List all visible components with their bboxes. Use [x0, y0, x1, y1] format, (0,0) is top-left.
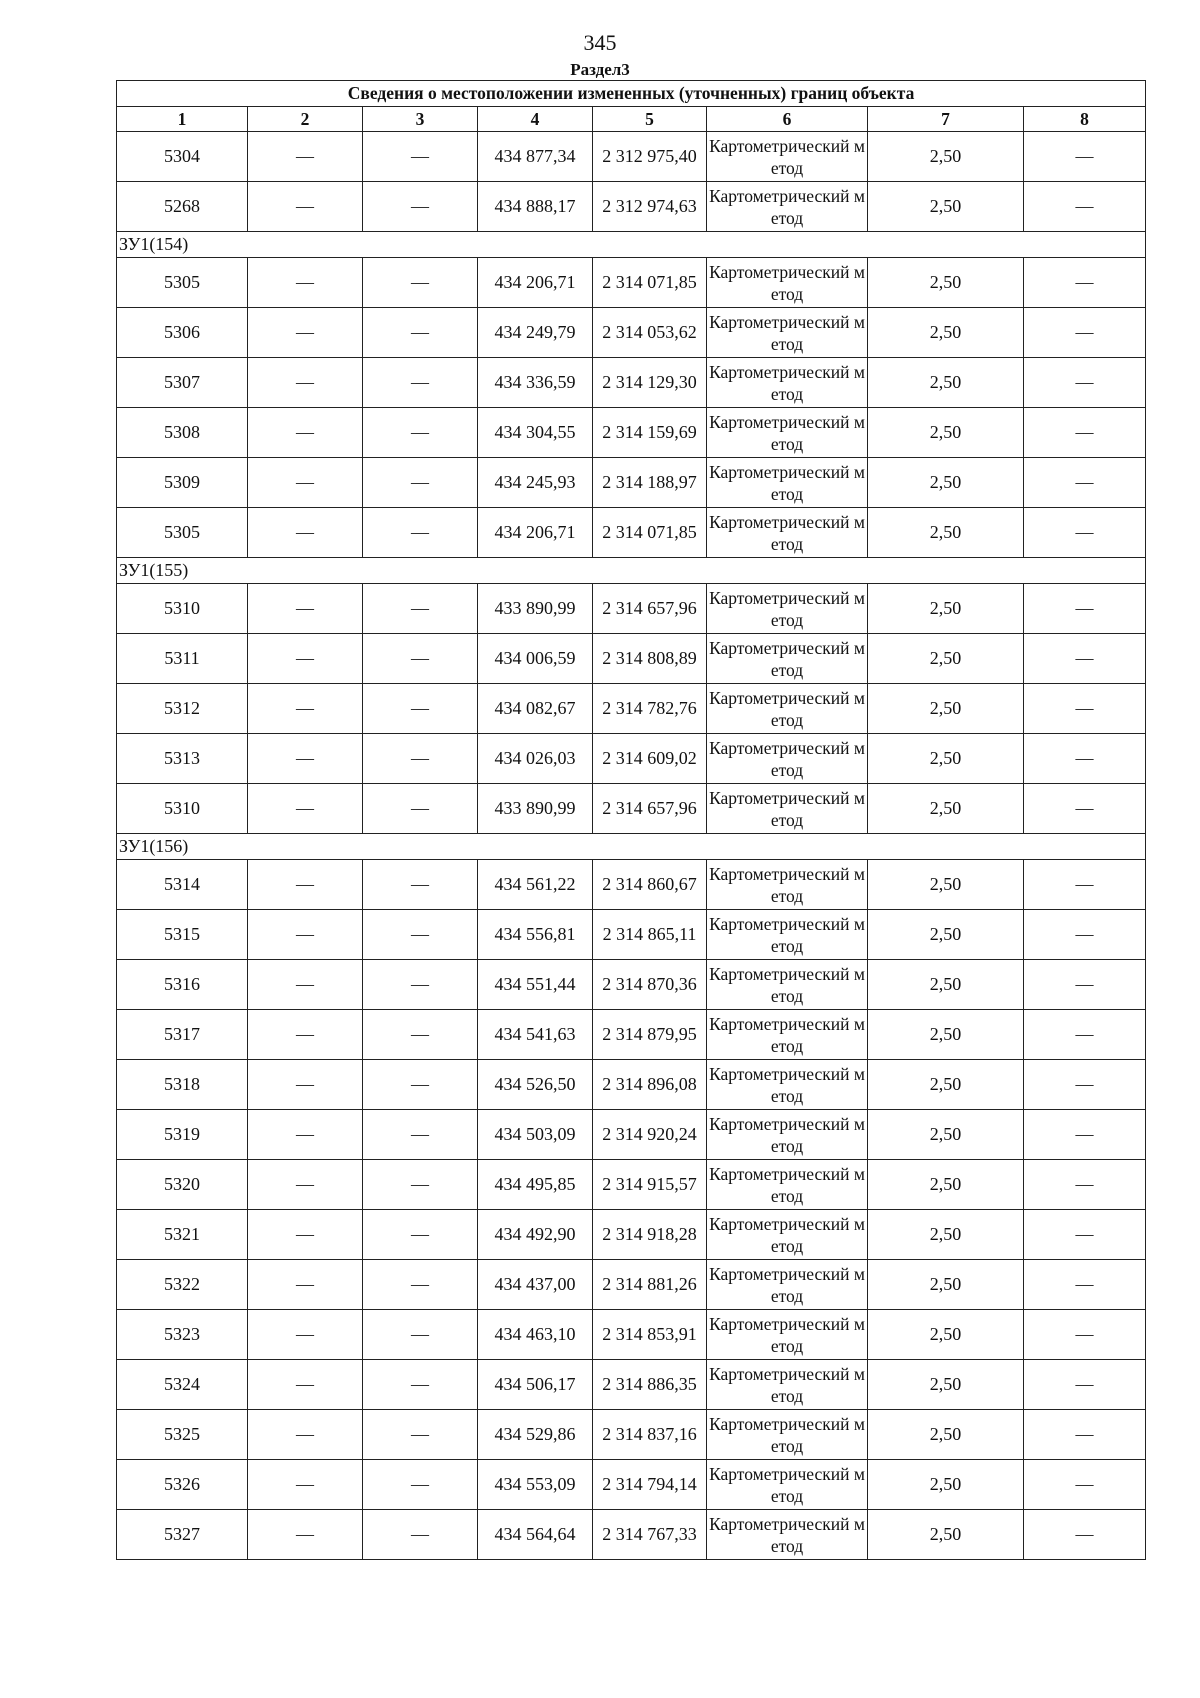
table-row — [117, 1410, 1146, 1460]
table-row — [117, 584, 1146, 634]
empty-cell: — — [1024, 860, 1146, 910]
accuracy-cell: 2,50 — [868, 1510, 1024, 1560]
empty-cell: — — [248, 1260, 363, 1310]
empty-cell: — — [1024, 634, 1146, 684]
empty-cell: — — [363, 508, 478, 558]
empty-cell: — — [248, 458, 363, 508]
empty-cell: — — [248, 684, 363, 734]
empty-cell: — — [1024, 308, 1146, 358]
accuracy-cell: 2,50 — [868, 358, 1024, 408]
x-coordinate-cell: 434 437,00 — [478, 1260, 593, 1310]
parcel-group-row — [117, 558, 1146, 584]
y-coordinate-cell: 2 314 865,11 — [593, 910, 707, 960]
point-number-cell: 5322 — [117, 1260, 248, 1310]
accuracy-cell: 2,50 — [868, 1410, 1024, 1460]
empty-cell: — — [363, 132, 478, 182]
empty-cell: — — [363, 684, 478, 734]
table-row — [117, 1210, 1146, 1260]
x-coordinate-cell: 434 495,85 — [478, 1160, 593, 1210]
accuracy-cell: 2,50 — [868, 458, 1024, 508]
x-coordinate-cell: 434 888,17 — [478, 182, 593, 232]
empty-cell: — — [363, 860, 478, 910]
empty-cell: — — [248, 1160, 363, 1210]
table-row — [117, 1510, 1146, 1560]
y-coordinate-cell: 2 314 657,96 — [593, 784, 707, 834]
point-number-cell: 5310 — [117, 784, 248, 834]
y-coordinate-cell: 2 314 879,95 — [593, 1010, 707, 1060]
table-row — [117, 1060, 1146, 1110]
x-coordinate-cell: 434 082,67 — [478, 684, 593, 734]
accuracy-cell: 2,50 — [868, 860, 1024, 910]
empty-cell: — — [248, 132, 363, 182]
point-number-cell: 5316 — [117, 960, 248, 1010]
point-number-cell: 5327 — [117, 1510, 248, 1560]
point-number-cell: 5325 — [117, 1410, 248, 1460]
accuracy-cell: 2,50 — [868, 634, 1024, 684]
column-header: 3 — [363, 107, 478, 132]
empty-cell: — — [363, 308, 478, 358]
method-cell: Картометрический метод — [707, 508, 868, 558]
method-cell: Картометрический метод — [707, 734, 868, 784]
y-coordinate-cell: 2 314 188,97 — [593, 458, 707, 508]
table-row — [117, 308, 1146, 358]
table-row — [117, 358, 1146, 408]
x-coordinate-cell: 434 463,10 — [478, 1310, 593, 1360]
empty-cell: — — [1024, 1360, 1146, 1410]
x-coordinate-cell: 434 551,44 — [478, 960, 593, 1010]
point-number-cell: 5324 — [117, 1360, 248, 1410]
method-cell: Картометрический метод — [707, 684, 868, 734]
table-row — [117, 1360, 1146, 1410]
y-coordinate-cell: 2 312 974,63 — [593, 182, 707, 232]
point-number-cell: 5310 — [117, 584, 248, 634]
empty-cell: — — [363, 1310, 478, 1360]
empty-cell: — — [248, 910, 363, 960]
empty-cell: — — [248, 508, 363, 558]
table-row — [117, 1460, 1146, 1510]
empty-cell: — — [1024, 1160, 1146, 1210]
point-number-cell: 5321 — [117, 1210, 248, 1260]
method-cell: Картометрический метод — [707, 1410, 868, 1460]
empty-cell: — — [363, 1110, 478, 1160]
x-coordinate-cell: 434 506,17 — [478, 1360, 593, 1410]
point-number-cell: 5308 — [117, 408, 248, 458]
empty-cell: — — [1024, 1460, 1146, 1510]
x-coordinate-cell: 434 206,71 — [478, 508, 593, 558]
method-cell: Картометрический метод — [707, 784, 868, 834]
y-coordinate-cell: 2 314 920,24 — [593, 1110, 707, 1160]
empty-cell: — — [248, 258, 363, 308]
empty-cell: — — [1024, 1060, 1146, 1110]
accuracy-cell: 2,50 — [868, 734, 1024, 784]
y-coordinate-cell: 2 314 915,57 — [593, 1160, 707, 1210]
y-coordinate-cell: 2 314 657,96 — [593, 584, 707, 634]
parcel-group-row — [117, 834, 1146, 860]
table-row — [117, 960, 1146, 1010]
empty-cell: — — [248, 1360, 363, 1410]
method-cell: Картометрический метод — [707, 1260, 868, 1310]
point-number-cell: 5326 — [117, 1460, 248, 1510]
x-coordinate-cell: 434 026,03 — [478, 734, 593, 784]
empty-cell: — — [363, 1410, 478, 1460]
y-coordinate-cell: 2 314 129,30 — [593, 358, 707, 408]
accuracy-cell: 2,50 — [868, 1110, 1024, 1160]
empty-cell: — — [1024, 1510, 1146, 1560]
accuracy-cell: 2,50 — [868, 584, 1024, 634]
x-coordinate-cell: 434 503,09 — [478, 1110, 593, 1160]
x-coordinate-cell: 434 529,86 — [478, 1410, 593, 1460]
empty-cell: — — [1024, 584, 1146, 634]
empty-cell: — — [248, 1110, 363, 1160]
empty-cell: — — [1024, 1110, 1146, 1160]
y-coordinate-cell: 2 314 918,28 — [593, 1210, 707, 1260]
empty-cell: — — [363, 1260, 478, 1310]
boundary-coordinates-table — [116, 80, 1146, 1560]
x-coordinate-cell: 433 890,99 — [478, 584, 593, 634]
empty-cell: — — [248, 1010, 363, 1060]
column-header: 4 — [478, 107, 593, 132]
accuracy-cell: 2,50 — [868, 784, 1024, 834]
empty-cell: — — [1024, 182, 1146, 232]
point-number-cell: 5320 — [117, 1160, 248, 1210]
y-coordinate-cell: 2 314 853,91 — [593, 1310, 707, 1360]
table-row — [117, 784, 1146, 834]
x-coordinate-cell: 434 304,55 — [478, 408, 593, 458]
parcel-group-label: ЗУ1(154) — [117, 232, 1146, 258]
method-cell: Картометрический метод — [707, 634, 868, 684]
column-header: 8 — [1024, 107, 1146, 132]
y-coordinate-cell: 2 314 808,89 — [593, 634, 707, 684]
empty-cell: — — [1024, 508, 1146, 558]
empty-cell: — — [248, 308, 363, 358]
table-row — [117, 910, 1146, 960]
table-row — [117, 634, 1146, 684]
empty-cell: — — [248, 182, 363, 232]
method-cell: Картометрический метод — [707, 1210, 868, 1260]
table-row — [117, 860, 1146, 910]
empty-cell: — — [248, 634, 363, 684]
y-coordinate-cell: 2 314 159,69 — [593, 408, 707, 458]
table-caption: Сведения о местоположении измененных (уточненных) границ объекта — [117, 81, 1146, 107]
x-coordinate-cell: 434 564,64 — [478, 1510, 593, 1560]
empty-cell: — — [248, 1510, 363, 1560]
table-row — [117, 684, 1146, 734]
accuracy-cell: 2,50 — [868, 1010, 1024, 1060]
empty-cell: — — [363, 1060, 478, 1110]
y-coordinate-cell: 2 314 609,02 — [593, 734, 707, 784]
x-coordinate-cell: 434 249,79 — [478, 308, 593, 358]
y-coordinate-cell: 2 314 794,14 — [593, 1460, 707, 1510]
empty-cell: — — [248, 1310, 363, 1360]
method-cell: Картометрический метод — [707, 182, 868, 232]
empty-cell: — — [1024, 684, 1146, 734]
table-row — [117, 734, 1146, 784]
column-header-row — [117, 107, 1146, 132]
accuracy-cell: 2,50 — [868, 1360, 1024, 1410]
parcel-group-label: ЗУ1(156) — [117, 834, 1146, 860]
table-body — [117, 132, 1146, 1560]
table-row — [117, 258, 1146, 308]
empty-cell: — — [1024, 734, 1146, 784]
y-coordinate-cell: 2 314 881,26 — [593, 1260, 707, 1310]
point-number-cell: 5323 — [117, 1310, 248, 1360]
empty-cell: — — [363, 182, 478, 232]
method-cell: Картометрический метод — [707, 1360, 868, 1410]
empty-cell: — — [363, 1010, 478, 1060]
accuracy-cell: 2,50 — [868, 508, 1024, 558]
x-coordinate-cell: 434 492,90 — [478, 1210, 593, 1260]
method-cell: Картометрический метод — [707, 132, 868, 182]
accuracy-cell: 2,50 — [868, 1160, 1024, 1210]
empty-cell: — — [248, 584, 363, 634]
x-coordinate-cell: 434 541,63 — [478, 1010, 593, 1060]
point-number-cell: 5311 — [117, 634, 248, 684]
empty-cell: — — [363, 784, 478, 834]
empty-cell: — — [248, 960, 363, 1010]
empty-cell: — — [363, 1510, 478, 1560]
x-coordinate-cell: 434 206,71 — [478, 258, 593, 308]
empty-cell: — — [363, 634, 478, 684]
method-cell: Картометрический метод — [707, 1310, 868, 1360]
method-cell: Картометрический метод — [707, 358, 868, 408]
y-coordinate-cell: 2 314 053,62 — [593, 308, 707, 358]
table-row — [117, 1110, 1146, 1160]
method-cell: Картометрический метод — [707, 408, 868, 458]
table-caption-row — [117, 81, 1146, 107]
point-number-cell: 5268 — [117, 182, 248, 232]
empty-cell: — — [1024, 960, 1146, 1010]
empty-cell: — — [363, 1460, 478, 1510]
method-cell: Картометрический метод — [707, 1510, 868, 1560]
empty-cell: — — [1024, 784, 1146, 834]
y-coordinate-cell: 2 314 782,76 — [593, 684, 707, 734]
empty-cell: — — [363, 734, 478, 784]
table-row — [117, 182, 1146, 232]
empty-cell: — — [363, 1160, 478, 1210]
empty-cell: — — [248, 1410, 363, 1460]
accuracy-cell: 2,50 — [868, 308, 1024, 358]
accuracy-cell: 2,50 — [868, 132, 1024, 182]
table-row — [117, 1260, 1146, 1310]
empty-cell: — — [248, 860, 363, 910]
empty-cell: — — [363, 358, 478, 408]
method-cell: Картометрический метод — [707, 860, 868, 910]
point-number-cell: 5317 — [117, 1010, 248, 1060]
y-coordinate-cell: 2 312 975,40 — [593, 132, 707, 182]
method-cell: Картометрический метод — [707, 1460, 868, 1510]
y-coordinate-cell: 2 314 886,35 — [593, 1360, 707, 1410]
table-row — [117, 458, 1146, 508]
empty-cell: — — [363, 408, 478, 458]
parcel-group-label: ЗУ1(155) — [117, 558, 1146, 584]
table-row — [117, 1010, 1146, 1060]
accuracy-cell: 2,50 — [868, 1060, 1024, 1110]
point-number-cell: 5306 — [117, 308, 248, 358]
y-coordinate-cell: 2 314 071,85 — [593, 258, 707, 308]
accuracy-cell: 2,50 — [868, 182, 1024, 232]
point-number-cell: 5304 — [117, 132, 248, 182]
point-number-cell: 5319 — [117, 1110, 248, 1160]
method-cell: Картометрический метод — [707, 308, 868, 358]
empty-cell: — — [248, 1210, 363, 1260]
x-coordinate-cell: 434 556,81 — [478, 910, 593, 960]
point-number-cell: 5314 — [117, 860, 248, 910]
accuracy-cell: 2,50 — [868, 910, 1024, 960]
empty-cell: — — [248, 784, 363, 834]
point-number-cell: 5315 — [117, 910, 248, 960]
accuracy-cell: 2,50 — [868, 1310, 1024, 1360]
empty-cell: — — [248, 734, 363, 784]
x-coordinate-cell: 434 877,34 — [478, 132, 593, 182]
empty-cell: — — [363, 910, 478, 960]
point-number-cell: 5307 — [117, 358, 248, 408]
empty-cell: — — [1024, 258, 1146, 308]
y-coordinate-cell: 2 314 870,36 — [593, 960, 707, 1010]
table-row — [117, 408, 1146, 458]
parcel-group-row — [117, 232, 1146, 258]
x-coordinate-cell: 434 526,50 — [478, 1060, 593, 1110]
y-coordinate-cell: 2 314 071,85 — [593, 508, 707, 558]
empty-cell: — — [363, 960, 478, 1010]
column-header: 5 — [593, 107, 707, 132]
point-number-cell: 5312 — [117, 684, 248, 734]
empty-cell: — — [1024, 458, 1146, 508]
x-coordinate-cell: 433 890,99 — [478, 784, 593, 834]
y-coordinate-cell: 2 314 860,67 — [593, 860, 707, 910]
method-cell: Картометрический метод — [707, 1010, 868, 1060]
column-header: 1 — [117, 107, 248, 132]
column-header: 7 — [868, 107, 1024, 132]
accuracy-cell: 2,50 — [868, 1260, 1024, 1310]
column-header: 2 — [248, 107, 363, 132]
accuracy-cell: 2,50 — [868, 1460, 1024, 1510]
point-number-cell: 5305 — [117, 508, 248, 558]
empty-cell: — — [1024, 1210, 1146, 1260]
table-row — [117, 132, 1146, 182]
accuracy-cell: 2,50 — [868, 960, 1024, 1010]
point-number-cell: 5318 — [117, 1060, 248, 1110]
table-row — [117, 508, 1146, 558]
empty-cell: — — [1024, 358, 1146, 408]
empty-cell: — — [1024, 1310, 1146, 1360]
column-header: 6 — [707, 107, 868, 132]
accuracy-cell: 2,50 — [868, 684, 1024, 734]
empty-cell: — — [363, 584, 478, 634]
accuracy-cell: 2,50 — [868, 408, 1024, 458]
y-coordinate-cell: 2 314 896,08 — [593, 1060, 707, 1110]
x-coordinate-cell: 434 336,59 — [478, 358, 593, 408]
empty-cell: — — [1024, 408, 1146, 458]
empty-cell: — — [1024, 910, 1146, 960]
method-cell: Картометрический метод — [707, 1160, 868, 1210]
empty-cell: — — [248, 408, 363, 458]
empty-cell: — — [363, 258, 478, 308]
x-coordinate-cell: 434 561,22 — [478, 860, 593, 910]
empty-cell: — — [248, 358, 363, 408]
point-number-cell: 5305 — [117, 258, 248, 308]
method-cell: Картометрический метод — [707, 1060, 868, 1110]
point-number-cell: 5309 — [117, 458, 248, 508]
y-coordinate-cell: 2 314 767,33 — [593, 1510, 707, 1560]
y-coordinate-cell: 2 314 837,16 — [593, 1410, 707, 1460]
method-cell: Картометрический метод — [707, 458, 868, 508]
empty-cell: — — [363, 1360, 478, 1410]
empty-cell: — — [248, 1460, 363, 1510]
x-coordinate-cell: 434 006,59 — [478, 634, 593, 684]
accuracy-cell: 2,50 — [868, 1210, 1024, 1260]
method-cell: Картометрический метод — [707, 584, 868, 634]
method-cell: Картометрический метод — [707, 910, 868, 960]
empty-cell: — — [248, 1060, 363, 1110]
empty-cell: — — [363, 1210, 478, 1260]
page-number: 345 — [583, 30, 617, 55]
section-title: Раздел3 — [570, 60, 630, 79]
table-row — [117, 1160, 1146, 1210]
empty-cell: — — [1024, 1410, 1146, 1460]
method-cell: Картометрический метод — [707, 1110, 868, 1160]
empty-cell: — — [1024, 132, 1146, 182]
empty-cell: — — [1024, 1260, 1146, 1310]
method-cell: Картометрический метод — [707, 960, 868, 1010]
empty-cell: — — [363, 458, 478, 508]
point-number-cell: 5313 — [117, 734, 248, 784]
x-coordinate-cell: 434 245,93 — [478, 458, 593, 508]
accuracy-cell: 2,50 — [868, 258, 1024, 308]
table-row — [117, 1310, 1146, 1360]
empty-cell: — — [1024, 1010, 1146, 1060]
x-coordinate-cell: 434 553,09 — [478, 1460, 593, 1510]
method-cell: Картометрический метод — [707, 258, 868, 308]
